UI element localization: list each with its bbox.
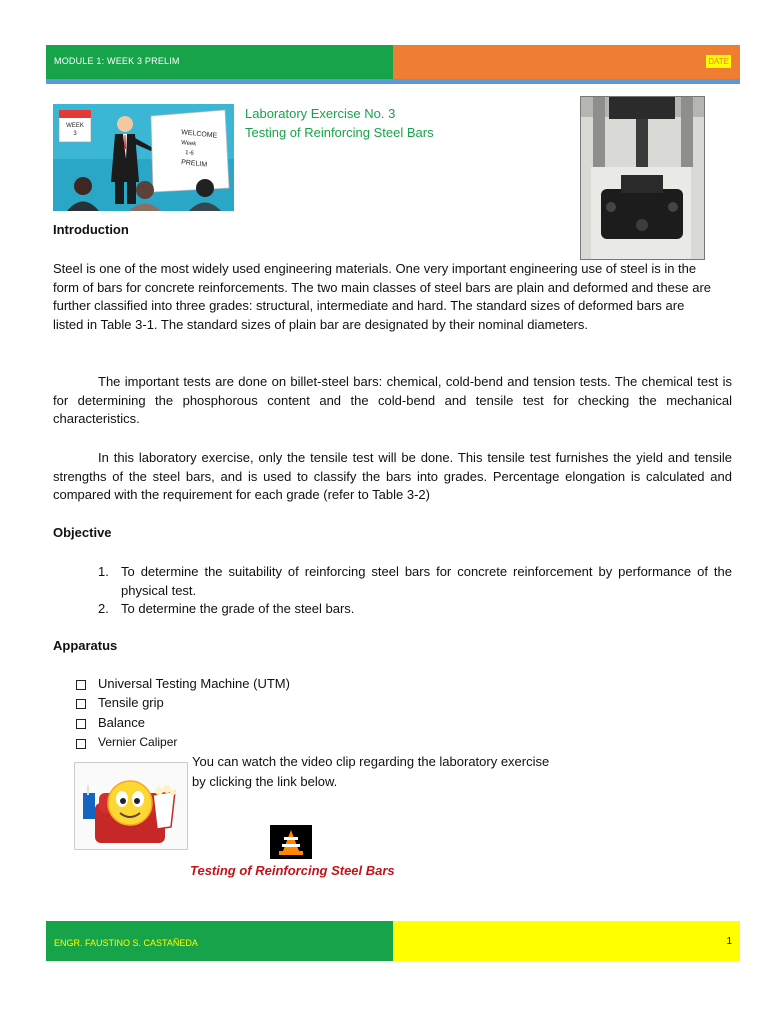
week-presentation-illustration xyxy=(53,104,234,211)
page-header xyxy=(46,45,740,79)
objective-text: To determine the suitability of reinforcing steel bars for concrete reinforcement by performance of the physical test. xyxy=(121,564,732,598)
checkbox-icon xyxy=(76,699,86,709)
page-number: 1 xyxy=(726,936,732,947)
checkbox-icon xyxy=(76,739,86,749)
footer-yellow-band xyxy=(393,921,740,961)
board-range-text: 1-6 xyxy=(184,150,195,157)
apparatus-heading: Apparatus xyxy=(53,638,118,653)
checkbox-icon xyxy=(76,719,86,729)
video-instruction-line-2: by clicking the link below. xyxy=(192,774,338,789)
objective-text: To determine the grade of the steel bars. xyxy=(121,601,355,616)
introduction-heading: Introduction xyxy=(53,222,129,237)
author-name: ENGR. FAUSTINO S. CASTAÑEDA xyxy=(54,938,198,948)
video-instruction-line-1: You can watch the video clip regarding the laboratory exercise xyxy=(192,754,550,769)
tensile-grip-photo xyxy=(580,96,705,260)
board-week-text: Week xyxy=(180,140,197,148)
intro-paragraph-3: In this laboratory exercise, only the tensile test will be done. This tensile test furnishes the yield and tensile strengths of the steel bars, and is used to classify the bars into grades. Percentage elongation is calculated and compared with the requirement for each grade (refer to Table 3-2) xyxy=(53,450,732,503)
intro-paragraph-1: Steel is one of the most widely used engineering materials. One very important engineering use of steel is in the form of bars for concrete reinforcements. The two main classes of steel bars are plain and deformed and these are further classified into three grades: structural, intermediate and hard. The standard sizes of deformed bars are listed in Table 3-1. The standard sizes of plain bar are designated by their nominal diameters. xyxy=(53,261,712,333)
header-green-band xyxy=(46,45,393,79)
module-label: MODULE 1: WEEK 3 PRELIM xyxy=(54,56,180,66)
exercise-number: Laboratory Exercise No. 3 xyxy=(245,106,396,121)
presentation-board xyxy=(151,110,229,192)
apparatus-label: Universal Testing Machine (UTM) xyxy=(98,676,290,691)
header-orange-band xyxy=(393,45,740,79)
video-instructions xyxy=(192,752,592,792)
objective-heading: Objective xyxy=(53,525,112,540)
checkbox-icon xyxy=(76,680,86,690)
movie-emoji-icon xyxy=(74,762,188,850)
video-link[interactable]: Testing of Reinforcing Steel Bars xyxy=(190,863,395,878)
footer-green-band xyxy=(46,921,393,961)
intro-paragraph-2: The important tests are done on billet-steel bars: chemical, cold-bend and tension tests. The chemical test is for determining the phosphorous content and the cold-bend and tensile test for checking the mechanical characteristics. xyxy=(53,374,732,427)
apparatus-label: Tensile grip xyxy=(98,695,164,710)
objective-number: 2. xyxy=(98,601,109,616)
objective-number: 1. xyxy=(98,564,109,579)
exercise-subject: Testing of Reinforcing Steel Bars xyxy=(245,125,434,140)
board-prelim-text: PRELIM xyxy=(180,159,208,169)
vlc-cone-icon[interactable] xyxy=(270,825,312,859)
calendar-number-text: 3 xyxy=(73,131,77,137)
apparatus-label: Balance xyxy=(98,715,145,730)
apparatus-label: Vernier Caliper xyxy=(98,735,178,749)
date-field[interactable]: DATE xyxy=(708,57,729,66)
calendar-icon xyxy=(59,110,91,142)
calendar-week-text: WEEK xyxy=(66,123,84,129)
header-stripe xyxy=(46,79,740,84)
board-welcome-text: WELCOME xyxy=(180,129,218,140)
exercise-title xyxy=(245,104,434,142)
